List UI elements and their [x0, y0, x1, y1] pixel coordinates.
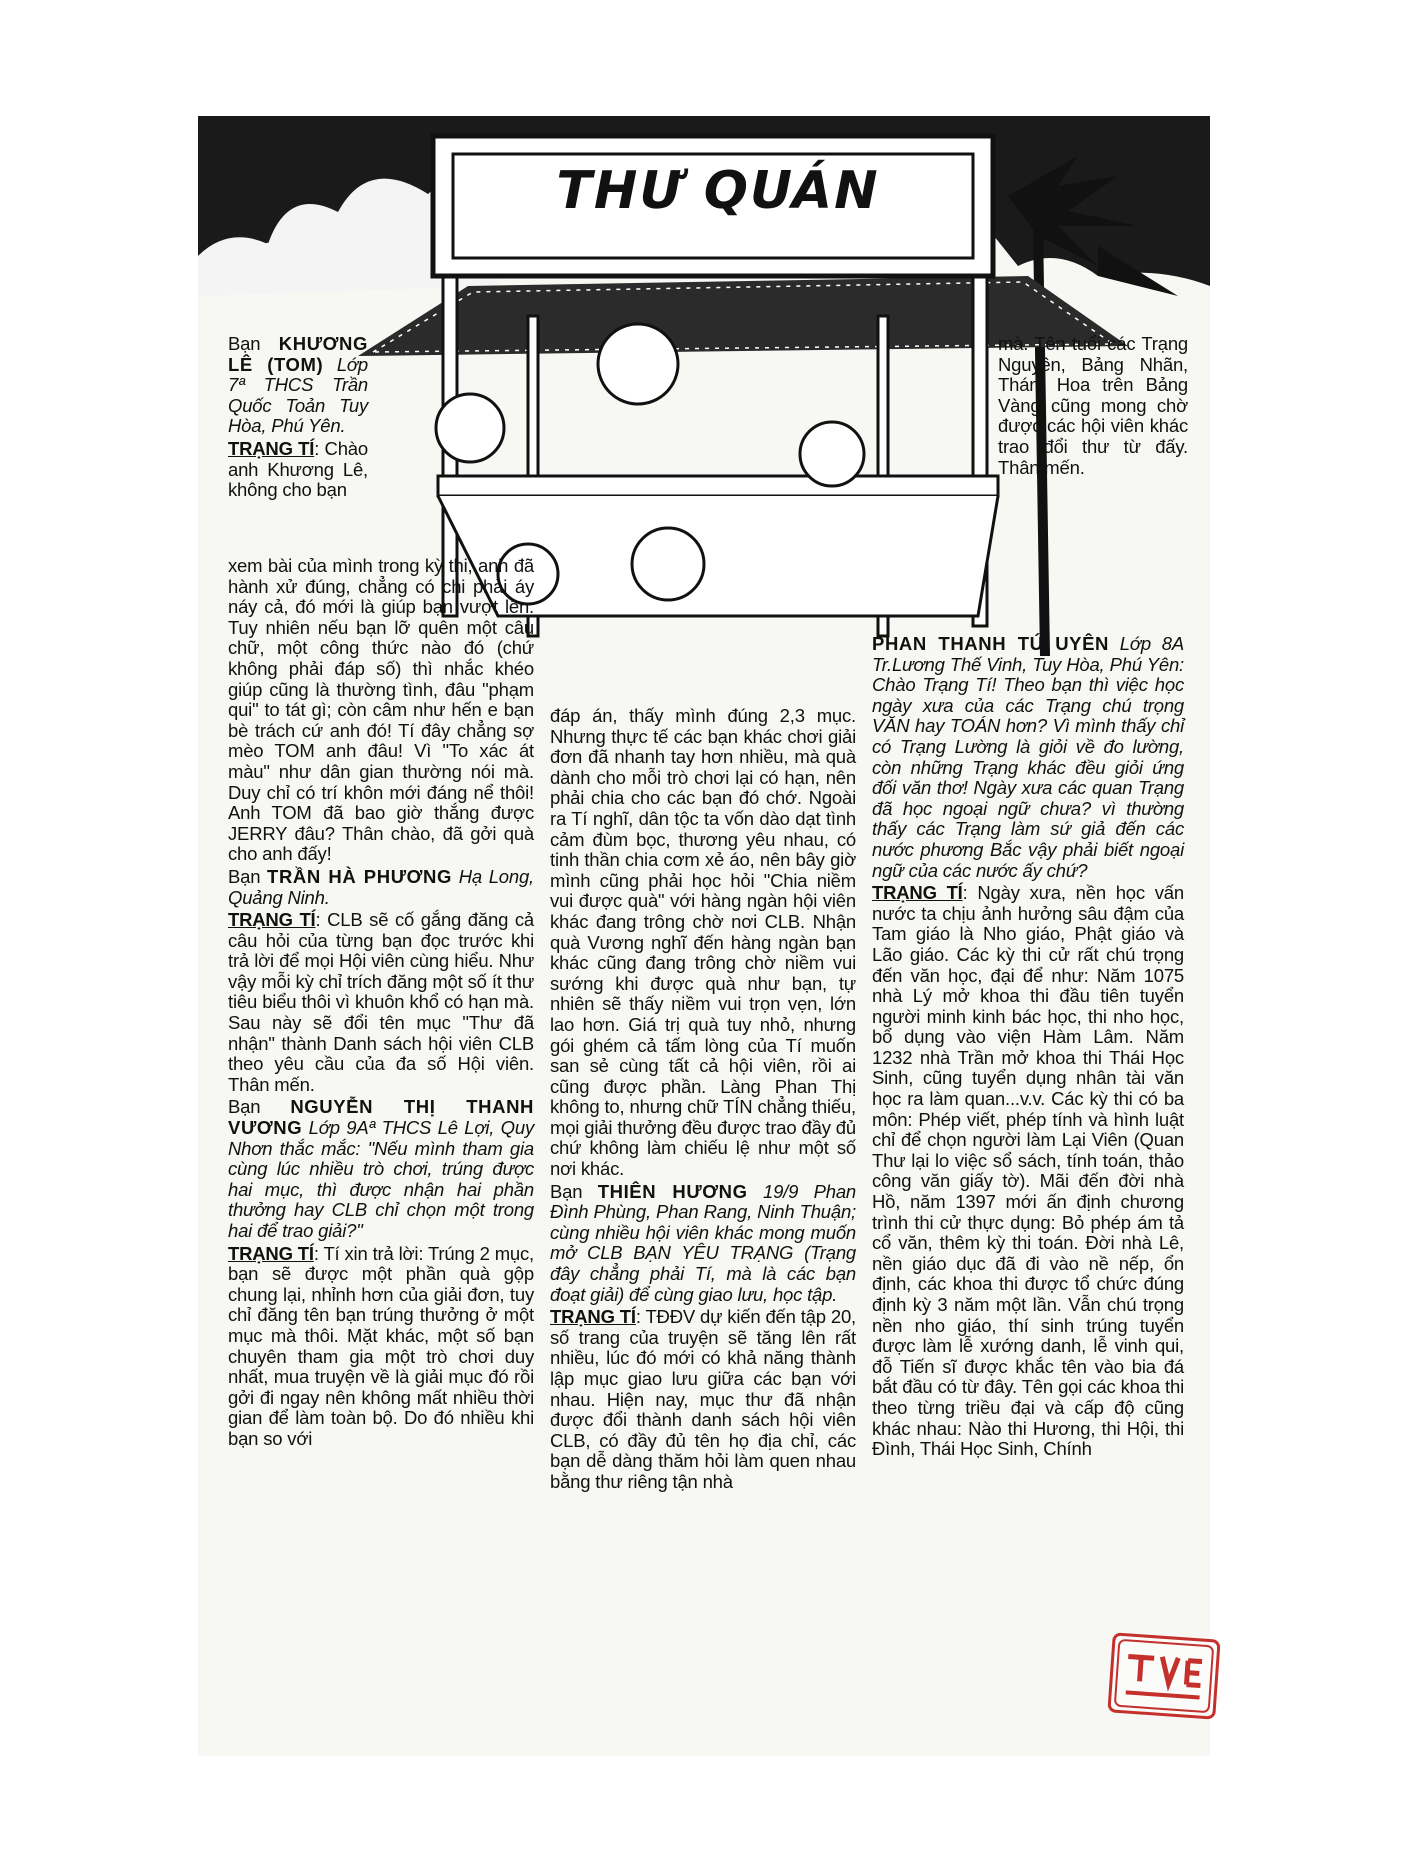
reply-label: TRẠNG TÍ [550, 1306, 636, 1328]
watermark-stamp [1107, 1632, 1220, 1719]
right-column: PHAN THANH TÚ UYÊN Lớp 8A Tr.Lương Thế Vinh, Tuy Hòa, Phú Yên: Chào Trạng Tí! Theo bạn thì việc học ngày xưa của các Trạng chú trọng VĂN hay TOÁN hơn? Vì mình thấy chỉ có Trạng Lường là giỏi về đo lường, còn những Trạng khác đều giỏi ứng đối văn thơ! Ngày xưa các quan Trạng đã học ngoại ngữ chưa? vì thường thấy các Trạng làm sứ giả đến các nước phương Bắc vậy phải biết ngoại ngữ của các nước ấy chứ? TRẠNG TÍ: Ngày xưa, nền học vấn nước ta chịu ảnh hưởng sâu đậm của Tam giáo là Nho giáo, Phật giáo và Lão giáo. Các kỳ thi cử rất chú trọng đến văn học, đại để như: Năm 1075 nhà Lý mở khoa thi đầu tiên tuyển người minh kinh bác học, thi nho học, bổ dụng vào viện Hàm Lâm. Năm 1232 nhà Trần mở khoa thi Thái Học Sinh, cũng tuyển dụng nhân tài văn học ra làm quan...v.v. Các kỳ thi có ba môn: Phép viết, phép tính và hình luật chỉ để chọn người làm Lại Viên (Quan Thư lại lo việc sổ sách, tính toán, thảo công văn giấy tờ). Mãi đến đời nhà Hồ, năm 1397 mới ấn định chương trình thi cử thực dụng: Bỏ phép ám tả cổ văn, thêm kỳ thi toán. Đời nhà Lê, nền giáo dục đã đi vào nề nếp, ổn định, các khoa thi được tổ chức đúng định kỳ 3 năm một lần. Vẫn chú trọng nền nho giáo, thí sinh trúng tuyển được làm lễ xướng danh, lễ vinh qui, đỗ Tiến sĩ được khắc tên vào bia đá bắt đầu có từ đây. Tên gọi các khoa thi theo từng triều đại và cấp độ cũng khác nhau: Nào thi Hương, thi Hội, thi Đình, Thái Học Sinh, Chính [872, 633, 1184, 1460]
right-top-block: mà. Tên tuổi các Trạng Nguyên, Bảng Nhãn, Thám Hoa trên Bảng Vàng cũng mong chờ được các hội viên khác trao đổi thư từ đấy. Thân mến. [998, 333, 1188, 478]
reader-name: THIÊN HƯƠNG [597, 1180, 748, 1202]
left-top-block: Bạn KHƯƠNG LÊ (TOM) Lớp 7ª THCS Trần Quốc Toản Tuy Hòa, Phú Yên. TRẠNG TÍ: Chào anh Khương Lê, không cho bạn [228, 333, 368, 501]
reply-paragraph: đáp án, thấy mình đúng 2,3 mục. Nhưng thực tế các bạn khác chơi giải đơn đã nhanh tay hơn nhiều, mà quà dành cho mỗi trò chơi lại có hạn, nên phải chia cho các bạn đó chớ. Ngoài ra Tí nghĩ, dân tộc ta vốn dào dạt tình cảm đùm bọc, thương yêu nhau, có tinh thần chia cơm xẻ áo, nên bây giờ mình cũng phải học hỏi "Chia niềm vui được quà" với hàng ngàn hội viên khác đang trông chờ nơi CLB. Nhận quà Vương nghĩ đến hàng ngàn bạn khác cũng đang trông chờ niềm vui sướng khi được quà như bạn, tự nhiên sẽ thấy niềm vui trọn vẹn, lớn lao hơn. Giá trị quà tuy nhỏ, nhưng gói ghém cả tấm lòng của Tí muốn san sẻ cùng tất cả hội viên, rồi ai cũng được phần. Làng Phan Thị không to, nhưng chữ TÍN chẳng thiếu, mọi giải thưởng đều được trao đầy đủ chứ không làm chiếu lệ như một số nơi khác. [550, 705, 856, 1180]
reader-name: KHƯƠNG LÊ (TOM) [228, 333, 368, 375]
reader-name: PHAN THANH TÚ UYÊN [872, 633, 1109, 654]
reader-name: NGUYỄN THỊ THANH VƯƠNG [228, 1096, 534, 1139]
reader-name: TRẦN HÀ PHƯƠNG [267, 865, 452, 887]
sign-title: THƯ QUÁN [556, 161, 880, 221]
reply-label: TRẠNG TÍ [228, 909, 316, 931]
reply-label: TRẠNG TÍ [228, 437, 315, 459]
middle-column: đáp án, thấy mình đúng 2,3 mục. Nhưng thực tế các bạn khác chơi giải đơn đã nhanh tay hơn nhiều, mà quà dành cho mỗi trò chơi lại có hạn, nên phải chia cho các bạn đó chớ. Ngoài ra Tí nghĩ, dân tộc ta vốn dào dạt tình cảm đùm bọc, thương yêu nhau, có tinh thần chia cơm xẻ áo, nên bây giờ mình cũng phải học hỏi "Chia niềm vui được quà" với hàng ngàn hội viên khác đang trông chờ nơi CLB. Nhận quà Vương nghĩ đến hàng ngàn bạn khác cũng đang trông chờ niềm vui sướng khi được quà như bạn, tự nhiên sẽ thấy niềm vui trọn vẹn, lớn lao hơn. Giá trị quà tuy nhỏ, nhưng gói ghém cả tấm lòng của Tí muốn san sẻ cùng tất cả hội viên, rồi ai cũng được phần. Làng Phan Thị không to, nhưng chữ TÍN chẳng thiếu, mọi giải thưởng đều được trao đầy đủ chứ không làm chiếu lệ như một số nơi khác. Bạn THIÊN HƯƠNG 19/9 Phan Đình Phùng, Phan Rang, Ninh Thuận; cùng nhiều hội viên khác mong muốn mở CLB BẠN YÊU TRẠNG (Trạng đây chẳng phải Tí, mà là các bạn đoạt giải) để cùng giao lưu, học tập. TRẠNG TÍ: TĐĐV dự kiến đến tập 20, số trang của truyện sẽ tăng lên rất nhiều, lúc đó mới có khả năng thành lập mục giao lưu giữa các bạn với nhau. Hiện nay, mục thư đã nhận được đổi thành danh sách hội viên CLB, có đầy đủ tên họ địa chỉ, các bạn dễ dàng thăm hỏi làm quen nhau bằng thư riêng tận nhà [550, 705, 856, 1492]
reply-paragraph: xem bài của mình trong kỳ thi, anh đã hành xử đúng, chẳng có chi phải áy náy cả, đó mới là giúp bạn vượt lên. Tuy nhiên nếu bạn lỡ quên một câu chữ, một công thức nào đó (chứ không phải đáp số) thì nhắc khéo giúp cũng là thường tình, đâu "phạm qui" to tát gì; còn câm như hến e bạn bè trách cứ anh đó! Tí đây chẳng sợ mèo TOM anh đâu! Vì "To xác át màu" như dân gian thường nói mà. Duy chỉ có trí khôn mới đáng nể thôi! Anh TOM đã bao giờ thắng được JERRY đâu? Thân chào, đã gởi quà cho anh đấy! [228, 555, 534, 865]
reply-label: TRẠNG TÍ [872, 882, 963, 904]
reply-label: TRẠNG TÍ [228, 1242, 314, 1264]
page [198, 116, 1210, 1756]
left-column: xem bài của mình trong kỳ thi, anh đã hành xử đúng, chẳng có chi phải áy náy cả, đó mới là giúp bạn vượt lên. Tuy nhiên nếu bạn lỡ quên một câu chữ, một công thức nào đó (chứ không phải đáp số) thì nhắc khéo giúp cũng là thường tình, đâu "phạm qui" to tát gì; còn câm như hến e bạn bè trách cứ anh đó! Tí đây chẳng sợ mèo TOM anh đâu! Vì "To xác át màu" như dân gian thường nói mà. Duy chỉ có trí khôn mới đáng nể thôi! Anh TOM đã bao giờ thắng được JERRY đâu? Thân chào, đã gởi quà cho anh đấy! Bạn TRẦN HÀ PHƯƠNG Hạ Long, Quảng Ninh. TRẠNG TÍ: CLB sẽ cố gắng đăng cả câu hỏi của từng bạn đọc trước khi trả lời để mọi Hội viên cùng hiểu. Như vậy mỗi kỳ chỉ trích đăng một số ít thư tiêu biểu thôi vì khuôn khổ có hạn mà. Sau này sẽ đổi tên mục "Thư đã nhận" thành Danh sách hội viên CLB theo yêu cầu của đa số Hội viên. Thân mến. Bạn NGUYỄN THỊ THANH VƯƠNG Lớp 9Aª THCS Lê Lợi, Quy Nhơn thắc mắc: "Nếu mình tham gia cùng lúc nhiều trò chơi, trúng được hai mục, thì được nhận hai phần thưởng hay CLB chỉ chọn một trong hai để trao giải?" TRẠNG TÍ: Tí xin trả lời: Trúng 2 mục, bạn sẽ được một phần quà gộp chung lại, nhỉnh hơn của giải đơn, tuy chỉ đăng tên bạn trúng thưởng ở một mục mà thôi. Mặt khác, một số bạn chuyên tham gia một trò chơi duy nhất, mua truyện về là giải mục đó rồi gởi đi ngay nên không mất nhiều thời gian để làm toàn bộ. Do đó nhiều khi bạn so với [228, 555, 534, 1449]
counter [438, 476, 998, 496]
